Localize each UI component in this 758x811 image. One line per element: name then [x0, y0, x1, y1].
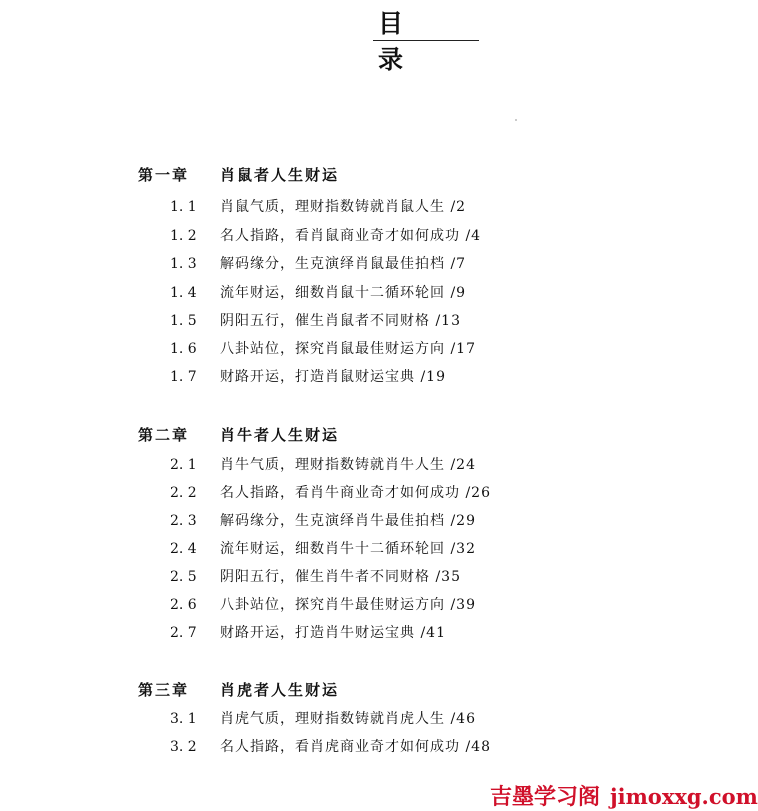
toc-entry[interactable]	[170, 708, 476, 728]
toc-entry[interactable]	[170, 253, 466, 273]
section-number: 1. 4	[170, 285, 197, 301]
section-number: 2. 7	[170, 625, 197, 641]
toc-entry[interactable]	[170, 622, 446, 642]
toc-entry[interactable]	[170, 196, 466, 216]
toc-entry[interactable]	[170, 736, 491, 756]
section-text: 肖牛气质，理财指数铸就肖牛人生 /24	[220, 457, 476, 473]
section-text: 流年财运，细数肖鼠十二循环轮回 /9	[220, 285, 467, 301]
scan-speck	[515, 119, 517, 121]
page-title: 目 录	[378, 9, 477, 74]
toc-entry[interactable]	[170, 510, 476, 530]
section-text: 八卦站位，探究肖鼠最佳财运方向 /17	[220, 341, 476, 357]
toc-entry[interactable]	[170, 482, 491, 502]
site-watermark	[490, 780, 758, 811]
section-text: 解码缘分，生克演绎肖鼠最佳拍档 /7	[220, 256, 467, 272]
toc-entry[interactable]	[170, 310, 461, 330]
chapter-number: 第二章	[138, 426, 190, 444]
section-text: 财路开运，打造肖鼠财运宝典 /19	[220, 369, 446, 385]
toc-entry[interactable]	[170, 454, 476, 474]
section-number: 2. 1	[170, 457, 197, 473]
chapter-title: 肖牛者人生财运	[220, 426, 340, 444]
section-number: 2. 4	[170, 541, 197, 557]
section-number: 1. 1	[170, 199, 197, 215]
section-number: 2. 6	[170, 597, 197, 613]
toc-entry[interactable]	[170, 225, 481, 245]
section-text: 肖鼠气质，理财指数铸就肖鼠人生 /2	[220, 199, 467, 215]
section-number: 1. 2	[170, 228, 197, 244]
section-number: 3. 1	[170, 711, 197, 727]
section-text: 八卦站位，探究肖牛最佳财运方向 /39	[220, 597, 476, 613]
toc-entry[interactable]	[170, 594, 476, 614]
chapter-number: 第三章	[138, 681, 190, 699]
toc-entry[interactable]	[170, 338, 476, 358]
section-text: 阴阳五行，催生肖牛者不同财格 /35	[220, 569, 461, 585]
section-text: 名人指路，看肖鼠商业奇才如何成功 /4	[220, 228, 482, 244]
toc-entry[interactable]	[170, 282, 466, 302]
chapter-number: 第一章	[138, 166, 190, 184]
watermark-url: jimoxxg.com	[610, 784, 758, 809]
toc-entry[interactable]	[170, 366, 446, 386]
toc-entry[interactable]	[170, 538, 476, 558]
section-text: 肖虎气质，理财指数铸就肖虎人生 /46	[220, 711, 476, 727]
section-text: 名人指路，看肖牛商业奇才如何成功 /26	[220, 485, 491, 501]
section-number: 3. 2	[170, 739, 197, 755]
watermark-brand: 吉墨学习阁	[490, 785, 601, 810]
section-number: 1. 5	[170, 313, 197, 329]
section-text: 阴阳五行，催生肖鼠者不同财格 /13	[220, 313, 461, 329]
section-number: 1. 3	[170, 256, 197, 272]
section-text: 解码缘分，生克演绎肖牛最佳拍档 /29	[220, 513, 476, 529]
section-text: 流年财运，细数肖牛十二循环轮回 /32	[220, 541, 476, 557]
section-number: 2. 2	[170, 485, 197, 501]
section-number: 1. 7	[170, 369, 197, 385]
section-number: 1. 6	[170, 341, 197, 357]
section-number: 2. 3	[170, 513, 197, 529]
chapter-heading	[138, 164, 339, 185]
toc-entry[interactable]	[170, 566, 461, 586]
chapter-heading	[138, 424, 339, 445]
chapter-title: 肖鼠者人生财运	[220, 166, 340, 184]
section-number: 2. 5	[170, 569, 197, 585]
chapter-title: 肖虎者人生财运	[220, 681, 340, 699]
title-underline	[373, 40, 479, 41]
section-text: 财路开运，打造肖牛财运宝典 /41	[220, 625, 446, 641]
chapter-heading	[138, 679, 339, 700]
section-text: 名人指路，看肖虎商业奇才如何成功 /48	[220, 739, 491, 755]
